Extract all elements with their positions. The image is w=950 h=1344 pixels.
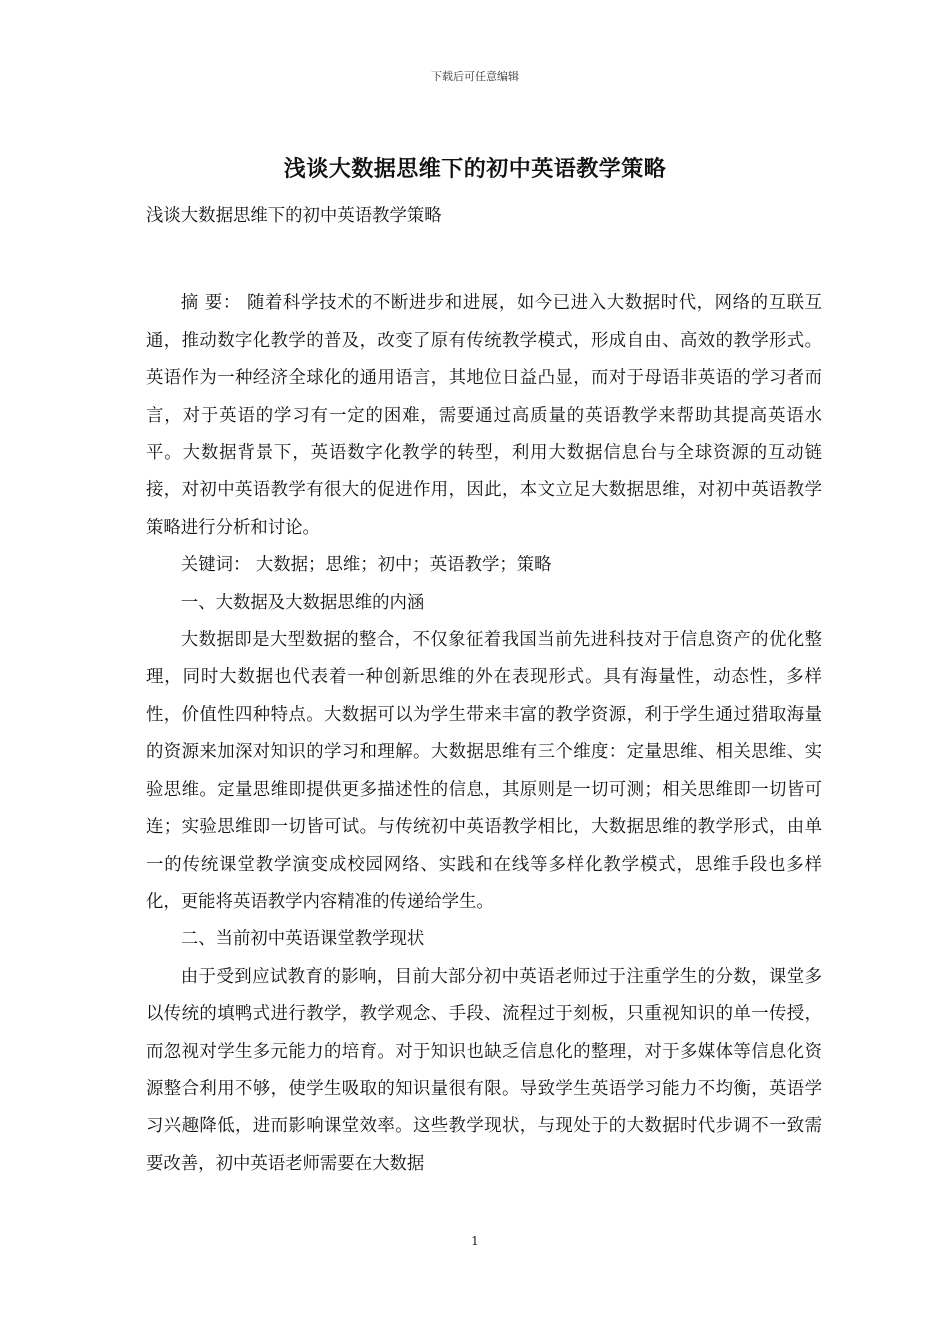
document-subtitle: 浅谈大数据思维下的初中英语教学策略 (146, 206, 442, 226)
section-1-heading: 一、大数据及大数据思维的内涵 (180, 592, 425, 613)
spacer (146, 235, 822, 285)
section-2-heading: 二、当前初中英语课堂教学现状 (180, 929, 425, 950)
header-note: 下载后可任意编辑 (431, 70, 519, 83)
abstract-paragraph: 摘 要： 随着科学技术的不断进步和进展，如今已进入大数据时代，网络的互联互通，推动数字化教学的普及，改变了原有传统教学模式，形成自由、高效的教学形式。英语作为一种经济全球化的通用语言，其地位日益凸显，而对于母语非英语的学习者而言，对于英语的学习有一定的困难，需要通过高质量的英语教学来帮助其提高英语水平。大数据背景下，英语数字化教学的转型，利用大数据信息台与全球资源的互动链接，对初中英语教学有很大的促进作用，因此，本文立足大数据思维，对初中英语教学策略进行分析和讨论。 (146, 293, 822, 538)
section-2-paragraph: 由于受到应试教育的影响，目前大部分初中英语老师过于注重学生的分数，课堂多以传统的填鸭式进行教学，教学观念、手段、流程过于刻板，只重视知识的单一传授，而忽视对学生多元能力的培育。对于知识也缺乏信息化的整理，对于多媒体等信息化资源整合利用不够，使学生吸取的知识量很有限。导致学生英语学习能力不均衡，英语学习兴趣降低，进而影响课堂效率。这些教学现状，与现处于的大数据时代步调不一致需要改善，初中英语老师需要在大数据 (146, 966, 822, 1174)
page-number: 1 (471, 1234, 479, 1248)
document-body (146, 198, 822, 1183)
document-title: 浅谈大数据思维下的初中英语教学策略 (283, 156, 667, 182)
keywords-line: 关键词： 大数据；思维；初中；英语教学；策略 (180, 555, 552, 576)
section-1-paragraph: 大数据即是大型数据的整合，不仅象征着我国当前先进科技对于信息资产的优化整理，同时大数据也代表着一种创新思维的外在表现形式。具有海量性，动态性，多样性，价值性四种特点。大数据可以为学生带来丰富的教学资源，利于学生通过猎取海量的资源来加深对知识的学习和理解。大数据思维有三个维度：定量思维、相关思维、实验思维。定量思维即提供更多描述性的信息，其原则是一切可测；相关思维即一切皆可连；实验思维即一切皆可试。与传统初中英语教学相比，大数据思维的教学形式，由单一的传统课堂教学演变成校园网络、实践和在线等多样化教学模式，思维手段也多样化，更能将英语教学内容精准的传递给学生。 (146, 630, 822, 912)
